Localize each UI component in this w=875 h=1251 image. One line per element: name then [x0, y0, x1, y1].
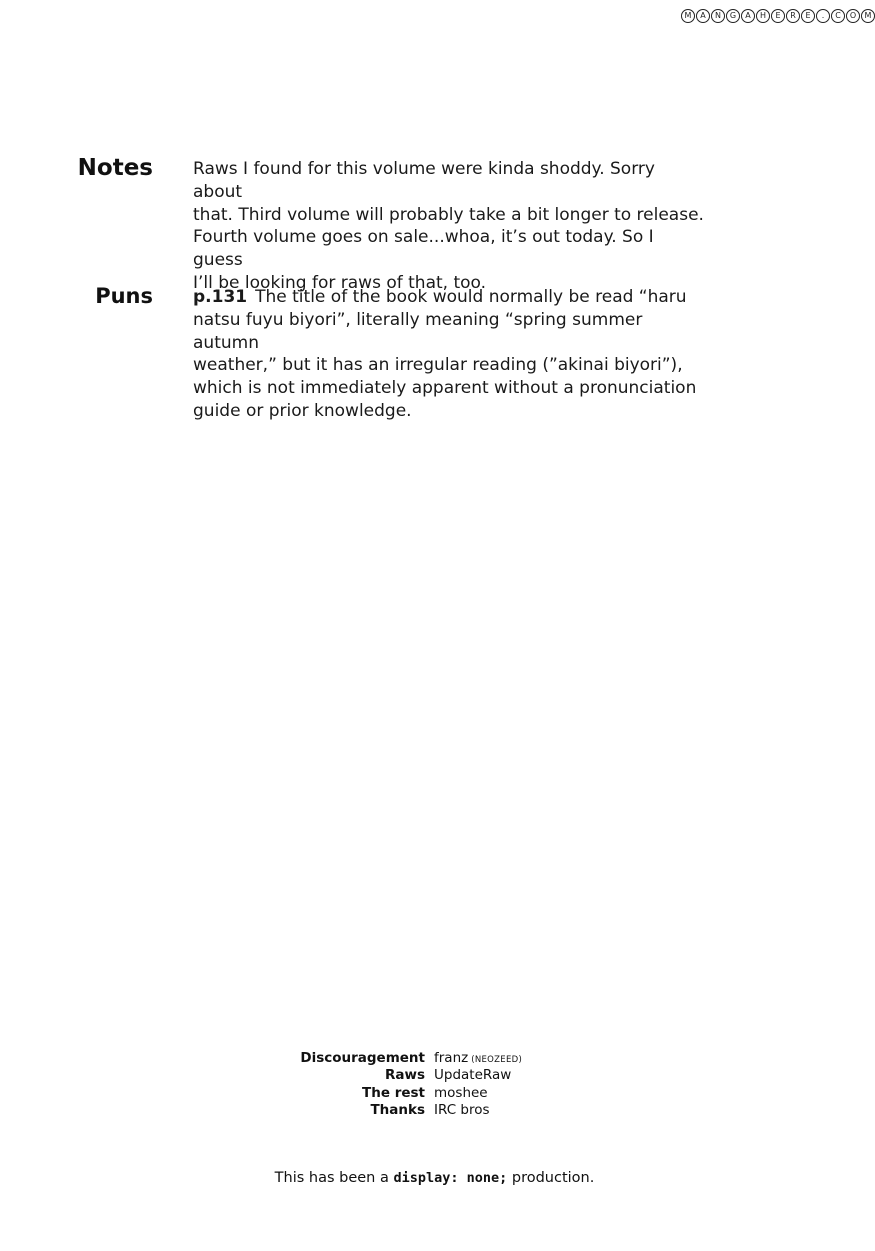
credit-row — [0, 1067, 869, 1084]
puns-line — [193, 286, 708, 309]
watermark-letter: A — [696, 9, 710, 23]
credit-role: Discouragement — [300, 1050, 425, 1066]
notes-line: that. Third volume will probably take a bit longer to release. — [193, 204, 704, 225]
notes-heading: Notes — [77, 155, 153, 181]
footer-code: display: none; — [393, 1170, 508, 1186]
mangahere-watermark — [681, 9, 875, 23]
puns-line-text: The title of the book would normally be read “haru — [255, 287, 687, 307]
credit-name: IRC bros — [434, 1101, 490, 1118]
credit-role: Raws — [384, 1067, 425, 1084]
credit-row — [0, 1085, 869, 1102]
watermark-letter: A — [741, 9, 755, 23]
credit-name: UpdateRaw — [434, 1067, 512, 1084]
credit-row — [0, 1050, 869, 1067]
credits-block — [0, 1050, 869, 1119]
page-reference: p.131 — [193, 287, 248, 307]
watermark-letter: O — [846, 9, 860, 23]
credit-name-text: franz — [434, 1050, 469, 1066]
puns-line: weather,” but it has an irregular reading (”akinai biyori”), — [193, 355, 683, 376]
watermark-letter: . — [816, 9, 830, 23]
watermark-letter: G — [726, 9, 740, 23]
watermark-letter: H — [756, 9, 770, 23]
puns-line: which is not immediately apparent without a pronunciation — [193, 378, 697, 399]
puns-line: natsu fuyu biyori”, literally meaning “spring summer autumn — [193, 309, 643, 353]
notes-line: Raws I found for this volume were kinda shoddy. Sorry about — [193, 159, 655, 202]
watermark-letter: N — [711, 9, 725, 23]
puns-body — [193, 286, 708, 423]
notes-body — [193, 158, 708, 295]
watermark-letter: E — [801, 9, 815, 23]
watermark-letter: E — [771, 9, 785, 23]
watermark-letter: R — [786, 9, 800, 23]
footer-prefix: This has been a — [274, 1170, 389, 1186]
watermark-letter: C — [831, 9, 845, 23]
credit-row — [0, 1102, 869, 1119]
notes-line: I’ll be looking for raws of that, too. — [193, 272, 487, 293]
puns-heading: Puns — [95, 284, 153, 308]
credit-note: (NEOZEED) — [471, 1055, 523, 1065]
footer-suffix: production. — [511, 1170, 595, 1186]
credit-name — [434, 1050, 522, 1069]
credit-role: Thanks — [370, 1101, 425, 1118]
watermark-letter: M — [681, 9, 695, 23]
notes-line: Fourth volume goes on sale...whoa, it’s out today. So I guess — [193, 227, 654, 271]
credit-name: moshee — [434, 1084, 488, 1101]
watermark-letter: M — [861, 9, 875, 23]
puns-line: guide or prior knowledge. — [193, 400, 412, 421]
production-footer — [0, 1170, 869, 1186]
credit-role: The rest — [362, 1084, 425, 1101]
